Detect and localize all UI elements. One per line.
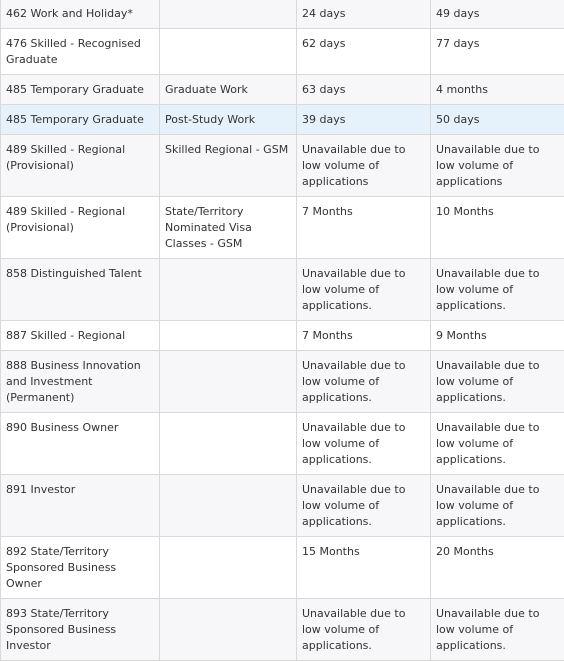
processing-time-75-cell: Unavailable due to low volume of applications.	[297, 599, 431, 661]
table-row	[1, 321, 564, 351]
stream-cell: Skilled Regional - GSM	[160, 135, 297, 197]
visa-subclass-cell: 462 Work and Holiday*	[1, 0, 160, 29]
stream-cell: State/Territory Nominated Visa Classes - GSM	[160, 197, 297, 259]
processing-time-75-cell: Unavailable due to low volume of applications	[297, 135, 431, 197]
stream-cell	[160, 413, 297, 475]
stream-cell	[160, 321, 297, 351]
processing-time-90-cell: 9 Months	[431, 321, 564, 351]
visa-subclass-cell: 858 Distinguished Talent	[1, 259, 160, 321]
stream-cell	[160, 29, 297, 75]
visa-subclass-cell: 485 Temporary Graduate	[1, 105, 160, 135]
processing-time-75-cell: Unavailable due to low volume of applications.	[297, 259, 431, 321]
stream-cell: Post-Study Work	[160, 105, 297, 135]
visa-subclass-cell: 489 Skilled - Regional (Provisional)	[1, 135, 160, 197]
processing-time-90-cell: Unavailable due to low volume of applications	[431, 135, 564, 197]
processing-time-90-cell: 20 Months	[431, 537, 564, 599]
table-row	[1, 105, 564, 135]
processing-time-75-cell: 63 days	[297, 75, 431, 105]
table-row	[1, 599, 564, 661]
processing-time-75-cell: 7 Months	[297, 197, 431, 259]
processing-time-90-cell: Unavailable due to low volume of applications.	[431, 599, 564, 661]
processing-time-75-cell: 39 days	[297, 105, 431, 135]
stream-cell: Graduate Work	[160, 75, 297, 105]
visa-subclass-cell: 893 State/Territory Sponsored Business Investor	[1, 599, 160, 661]
stream-cell	[160, 599, 297, 661]
table-row	[1, 351, 564, 413]
stream-cell	[160, 259, 297, 321]
stream-cell	[160, 475, 297, 537]
table-row	[1, 259, 564, 321]
processing-time-90-cell: Unavailable due to low volume of applications.	[431, 259, 564, 321]
processing-time-75-cell: 7 Months	[297, 321, 431, 351]
visa-subclass-cell: 887 Skilled - Regional	[1, 321, 160, 351]
processing-time-90-cell: 77 days	[431, 29, 564, 75]
table-body	[1, 0, 564, 661]
processing-time-90-cell: 10 Months	[431, 197, 564, 259]
stream-cell	[160, 537, 297, 599]
table-row	[1, 0, 564, 29]
visa-subclass-cell: 489 Skilled - Regional (Provisional)	[1, 197, 160, 259]
visa-subclass-cell: 892 State/Territory Sponsored Business Owner	[1, 537, 160, 599]
visa-subclass-cell: 891 Investor	[1, 475, 160, 537]
processing-time-90-cell: 50 days	[431, 105, 564, 135]
visa-subclass-cell: 476 Skilled - Recognised Graduate	[1, 29, 160, 75]
processing-time-75-cell: Unavailable due to low volume of applications.	[297, 351, 431, 413]
table-row	[1, 413, 564, 475]
table-row	[1, 197, 564, 259]
stream-cell	[160, 0, 297, 29]
visa-subclass-cell: 485 Temporary Graduate	[1, 75, 160, 105]
stream-cell	[160, 351, 297, 413]
visa-subclass-cell: 890 Business Owner	[1, 413, 160, 475]
processing-time-90-cell: Unavailable due to low volume of applications.	[431, 475, 564, 537]
table-row	[1, 537, 564, 599]
processing-time-75-cell: Unavailable due to low volume of applications.	[297, 475, 431, 537]
processing-time-90-cell: Unavailable due to low volume of applications.	[431, 351, 564, 413]
table-row	[1, 475, 564, 537]
processing-time-75-cell: 15 Months	[297, 537, 431, 599]
processing-time-75-cell: Unavailable due to low volume of applications.	[297, 413, 431, 475]
processing-time-90-cell: 4 months	[431, 75, 564, 105]
processing-time-75-cell: 24 days	[297, 0, 431, 29]
visa-subclass-cell: 888 Business Innovation and Investment (Permanent)	[1, 351, 160, 413]
table-row	[1, 29, 564, 75]
processing-time-75-cell: 62 days	[297, 29, 431, 75]
processing-time-90-cell: 49 days	[431, 0, 564, 29]
table-row	[1, 75, 564, 105]
table-row	[1, 135, 564, 197]
processing-time-90-cell: Unavailable due to low volume of applications.	[431, 413, 564, 475]
